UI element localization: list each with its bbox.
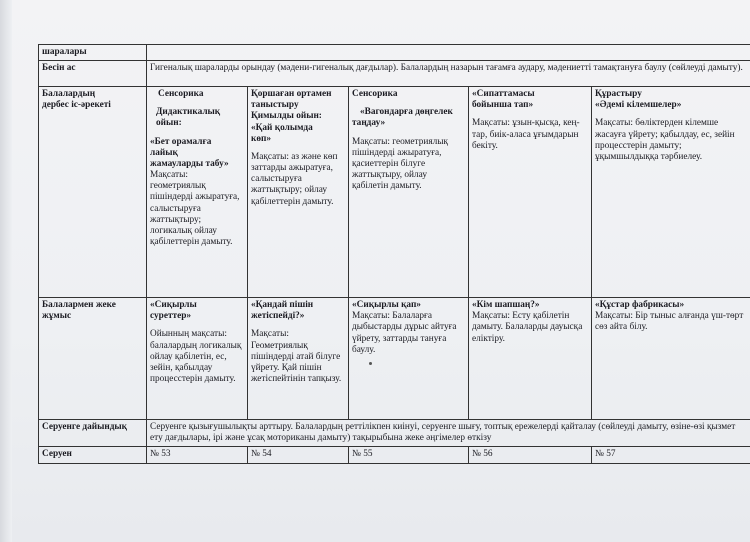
activity-cell-4: «Сипаттамасы бойынша тап» Мақсаты: ұзын-қысқа, кең-тар, биік-аласа ұғымдарын бекіту.: [469, 87, 592, 298]
activity-cell-5: Құрастыру «Әдемі кілемшелер» Мақсаты: бөліктерден кілемше жасауға үйрету; қабылдау, ес, зейін процесстерін дамыту; ұқымшылдыққа тәрбиелеу.: [592, 87, 750, 298]
table-row-walk-prep: [39, 420, 750, 447]
activity-cell-2: Қоршаған ортамен таныстыру Қимылды ойын: «Қай қолымда көп» Мақсаты: аз және көп заттарды ажыратуға, салыстыруға жаттықтыру; ойлау қабілеттерін дамыту.: [248, 87, 349, 298]
table-row-activities: [39, 45, 750, 61]
row-content-lunch: Гигеналық шараларды орындау (мәдени-гигеналық дағдылар). Балалардың назарын тағамға аудару, мәдениетті тамақтануға баулу (сөйлеуді дамыту).: [147, 61, 750, 87]
row-content-walk-prep: Серуенге қызығушылықты арттыру. Балалардың реттілікпен киінуі, серуенге шығу, топтық ережелерді қайталау (сөйлеуді дамыту, өзіне-өзі қызмет ету дағдылары, ірі және ұсақ моториканы дамыту) тақырыбына жеке әңгімелер өткізу: [147, 420, 750, 447]
row-label-independent-activity: Балалардың дербес іс-әрекеті: [39, 87, 147, 298]
walk-number-3: № 55: [349, 447, 469, 463]
row-content-activities: [147, 45, 750, 61]
individual-cell-5: «Құстар фабрикасы» Мақсаты: Бір тыныс алғанда үш-төрт сөз айта білу.: [592, 298, 750, 420]
activity-cell-3: Сенсорика «Вагондарға дөңгелек таңдау» Мақсаты: геометриялық пішіндерді ажыратуға, қасиеттерін білуге жаттықтыру, ойлау қабілетін дамыту.: [349, 87, 469, 298]
walk-number-5: № 57: [592, 447, 750, 463]
walk-number-4: № 56: [469, 447, 592, 463]
row-label-walk-prep: Серуенге дайындық: [39, 420, 147, 447]
table-row-lunch: [39, 61, 750, 87]
daily-plan-table: [38, 44, 750, 464]
individual-cell-1: «Сиқырлы суреттер» Ойынның мақсаты: балалардың логикалық ойлау қабілетін, ес, зейін, қабылдау процесстерін дамыту.: [147, 298, 248, 420]
individual-cell-4: «Кім шапшаң?» Мақсаты: Есту қабілетін дамыту. Балаларды дауысқа еліктіру.: [469, 298, 592, 420]
row-label-lunch: Бесін ас: [39, 61, 147, 87]
row-label-walk: Серуен: [39, 447, 147, 463]
individual-cell-2: «Қандай пішін жетіспейді?» Мақсаты: Геометриялық пішіндерді атай білуге үйрету. Қай пішін жетіспейтінін тапқызу.: [248, 298, 349, 420]
walk-number-1: № 53: [147, 447, 248, 463]
individual-cell-3: «Сиқырлы қап» Мақсаты: Балаларға дыбыстарды дұрыс айтуға үйрету, заттарды тануға баулу.: [349, 298, 469, 420]
activity-cell-1: Сенсорика Дидактикалық ойын: «Бет орамалға лайық жамауларды табу» Мақсаты: геометриялық пішіндерді ажыратуға, салыстыруға жаттықтыру; логикалық ойлау қабілеттерін дамыту.: [147, 87, 248, 298]
ink-dot: [369, 362, 372, 365]
row-label-activities: шаралары: [39, 45, 147, 61]
table-row-independent-activity: [39, 87, 750, 298]
table-row-walk: [39, 447, 750, 463]
table-row-individual-work: [39, 298, 750, 420]
row-label-individual-work: Балалармен жеке жұмыс: [39, 298, 147, 420]
walk-number-2: № 54: [248, 447, 349, 463]
page-edge-shadow: [0, 0, 12, 542]
